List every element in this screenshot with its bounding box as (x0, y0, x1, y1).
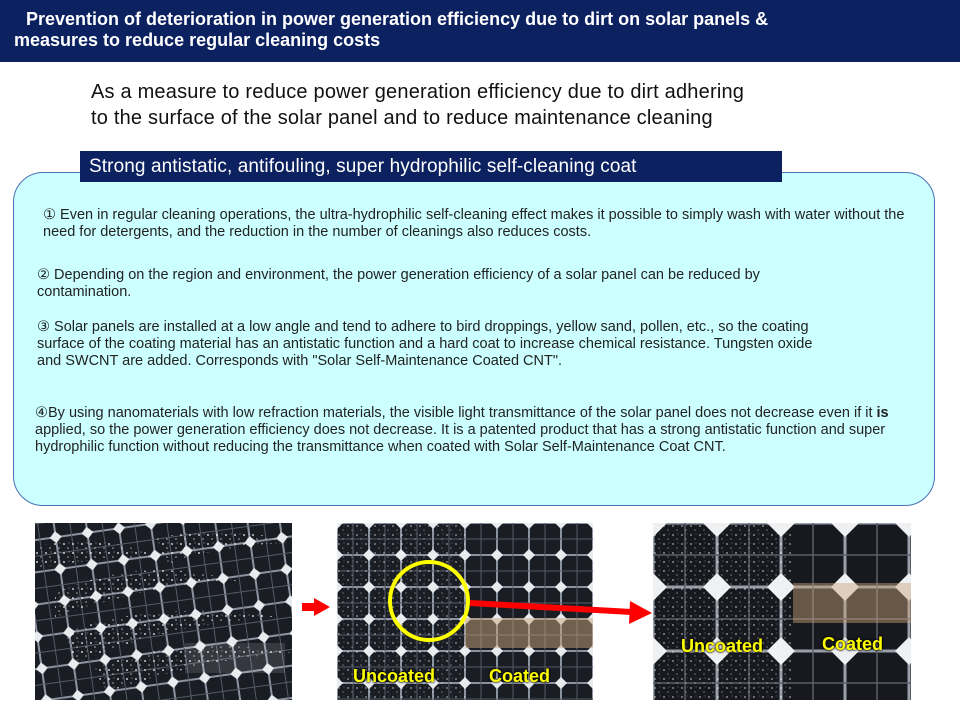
label-uncoated-right: Uncoated (681, 636, 764, 656)
point-4 (35, 405, 915, 456)
header-title-line-1: Prevention of deterioration in power generation efficiency due to dirt on solar panels & (26, 9, 769, 29)
intro-text (91, 79, 871, 131)
header-title-line-2: measures to reduce regular cleaning costs (14, 30, 381, 50)
point-2: ② Depending on the region and environment, the power generation efficiency of a solar panel can be reduced by contamination. (37, 267, 760, 300)
dirty-panel-image (35, 523, 292, 700)
point-4-bold: is (876, 405, 889, 421)
zoomed-panel-image (653, 523, 911, 700)
feature-banner: Strong antistatic, antifouling, super hydrophilic self-cleaning coat (80, 151, 782, 182)
intro-line-2: to the surface of the solar panel and to reduce maintenance cleaning (91, 107, 713, 129)
point-1: ① Even in regular cleaning operations, the ultra-hydrophilic self-cleaning effect makes it possible to simply wash with water without the need for detergents, and the reduction in the number of cleanings also reduces costs. (43, 207, 905, 240)
arrow-icon-small (302, 598, 330, 616)
point-4-text-a: ④By using nanomaterials with low refraction materials, the visible light transmittance of the solar panel does not decrease even if it (35, 405, 877, 421)
label-uncoated-middle: Uncoated (353, 666, 436, 686)
photo-coating-comparison (337, 523, 593, 700)
page-header (0, 0, 960, 62)
photo-dirty-panel (35, 523, 292, 700)
photo-zoomed-detail (653, 523, 911, 700)
point-3: ③ Solar panels are installed at a low angle and tend to adhere to bird droppings, yellow sand, pollen, etc., so the coating surface of the coating material has an antistatic function and a hard coat to increase chemical resistance. Tungsten oxide and SWCNT are added. Corresponds with "Solar Self-Maintenance Coated CNT". (37, 319, 813, 369)
label-coated-middle: Coated (489, 666, 551, 686)
label-coated-right: Coated (822, 634, 884, 654)
point-4-text-b: applied, so the power generation efficiency does not decrease. It is a patented product that has a strong antistatic function and super hydrophilic function without reducing the transmittance when coated with Solar Self-Maintenance Coat CNT. (35, 422, 886, 455)
intro-line-1: As a measure to reduce power generation efficiency due to dirt adhering (91, 81, 745, 103)
